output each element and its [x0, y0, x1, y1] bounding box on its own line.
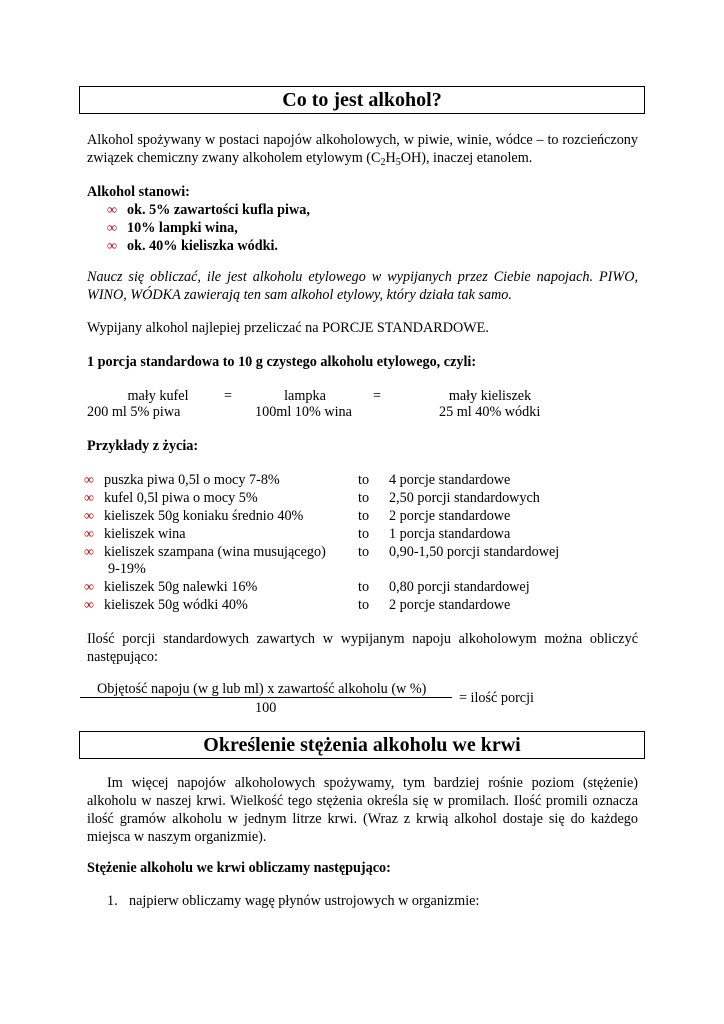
example-row — [84, 596, 248, 615]
example-row — [84, 507, 303, 526]
equiv-sign-1: = — [224, 388, 233, 404]
formula-intro: Ilość porcji standardowych zawartych w wypijanym napoju alkoholowym można obliczyć następująco: — [87, 631, 638, 665]
step-text: najpierw obliczamy wagę płynów ustrojowych w organizmie: — [129, 893, 480, 909]
example-drink: kieliszek szampana (wina musującego) — [104, 544, 326, 560]
composition-item — [107, 219, 238, 238]
example-portions: 0,80 porcji standardowej — [389, 579, 530, 595]
example-row — [84, 525, 186, 544]
equiv-col2-bottom: 100ml 10% wina — [255, 404, 352, 420]
example-to: to — [358, 472, 370, 488]
example-drink: puszka piwa 0,5l o mocy 7-8% — [104, 472, 280, 488]
formula-subscript-5: 5 — [395, 157, 401, 168]
infinity-bullet-icon: ∞ — [84, 545, 94, 560]
standard-intro: Wypijany alkohol najlepiej przeliczać na PORCJE STANDARDOWE. — [87, 320, 489, 336]
example-portions: 4 porcje standardowe — [389, 472, 511, 488]
equiv-col3-top: mały kieliszek — [448, 388, 532, 404]
formula-result: = ilość porcji — [459, 690, 534, 706]
composition-item — [107, 237, 278, 256]
example-drink: kieliszek 50g koniaku średnio 40% — [104, 508, 304, 524]
example-drink: kieliszek 50g wódki 40% — [104, 597, 248, 613]
composition-item-text: 10% lampki wina, — [127, 220, 238, 236]
infinity-bullet-icon: ∞ — [84, 527, 94, 542]
equiv-col1-top: mały kufel — [127, 388, 189, 404]
example-portions: 1 porcja standardowa — [389, 526, 511, 542]
example-to: to — [358, 508, 370, 524]
equiv-col2-top: lampka — [284, 388, 326, 404]
section-title-blood-concentration: Określenie stężenia alkoholu we krwi — [79, 731, 645, 759]
example-drink: kieliszek wina — [104, 526, 186, 542]
infinity-bullet-icon: ∞ — [107, 239, 117, 254]
infinity-bullet-icon: ∞ — [84, 580, 94, 595]
infinity-bullet-icon: ∞ — [84, 509, 94, 524]
examples-heading: Przykłady z życia: — [87, 438, 199, 454]
equiv-col1-bottom: 200 ml 5% piwa — [87, 404, 181, 420]
formula-subscript-2: 2 — [380, 157, 386, 168]
infinity-bullet-icon: ∞ — [107, 221, 117, 236]
equiv-col3-bottom: 25 ml 40% wódki — [439, 404, 541, 420]
example-drink: kieliszek 50g nalewki 16% — [104, 579, 258, 595]
formula-numerator: Objętość napoju (w g lub ml) x zawartość alkoholu (w %) — [97, 681, 427, 697]
composition-item-text: ok. 40% kieliszka wódki. — [127, 238, 278, 254]
intro-text-end: OH), inaczej etanolem. — [400, 150, 533, 166]
example-portions: 2 porcje standardowe — [389, 508, 511, 524]
composition-item-text: ok. 5% zawartości kufla piwa, — [127, 202, 310, 218]
step-number: 1. — [107, 893, 118, 909]
infinity-bullet-icon: ∞ — [84, 473, 94, 488]
example-to: to — [358, 490, 370, 506]
equiv-sign-2: = — [373, 388, 382, 404]
composition-heading: Alkohol stanowi: — [87, 184, 190, 200]
blood-paragraph: Im więcej napojów alkoholowych spożywamy, tym bardziej rośnie poziom (stężenie) alkoholu w naszej krwi. Wielkość tego stężenia określa się w promilach. Ilość promili oznacza ilość gramów alkoholu w jednym litrze krwi. (Wraz z krwią alkohol dostaje się do każdego miejsca w naszym organizmie). — [87, 775, 638, 845]
intro-text-start: Alkohol spożywany w postaci napojów alkoholowych, w piwie, winie, wódce – to rozcieńczony związek chemiczny zwany alkoholem etylowym (C — [87, 132, 638, 166]
infinity-bullet-icon: ∞ — [84, 491, 94, 506]
fraction-line — [80, 697, 452, 698]
formula-h: H — [385, 150, 396, 166]
example-portions: 2,50 porcji standardowych — [389, 490, 540, 506]
blood-heading: Stężenie alkoholu we krwi obliczamy następująco: — [87, 860, 391, 876]
example-drink: kufel 0,5l piwa o mocy 5% — [104, 490, 258, 506]
example-to: to — [358, 526, 370, 542]
example-drink-continued: 9-19% — [108, 561, 146, 577]
intro-paragraph — [87, 131, 638, 167]
composition-item — [107, 201, 310, 220]
example-portions: 2 porcje standardowe — [389, 597, 511, 613]
section-title-what-is-alcohol: Co to jest alkohol? — [79, 86, 645, 114]
example-row — [84, 489, 258, 508]
standard-definition: 1 porcja standardowa to 10 g czystego alkoholu etylowego, czyli: — [87, 354, 477, 370]
example-row — [84, 578, 257, 597]
example-to: to — [358, 579, 370, 595]
example-portions: 0,90-1,50 porcji standardowej — [389, 544, 560, 560]
example-to: to — [358, 597, 370, 613]
formula-denominator: 100 — [255, 700, 277, 716]
example-to: to — [358, 544, 370, 560]
infinity-bullet-icon: ∞ — [107, 203, 117, 218]
italic-note: Naucz się obliczać, ile jest alkoholu etylowego w wypijanych przez Ciebie napojach. PIWO, WINO, WÓDKA zawierają ten sam alkohol etylowy, który działa tak samo. — [87, 269, 638, 303]
example-row — [84, 471, 280, 490]
infinity-bullet-icon: ∞ — [84, 598, 94, 613]
